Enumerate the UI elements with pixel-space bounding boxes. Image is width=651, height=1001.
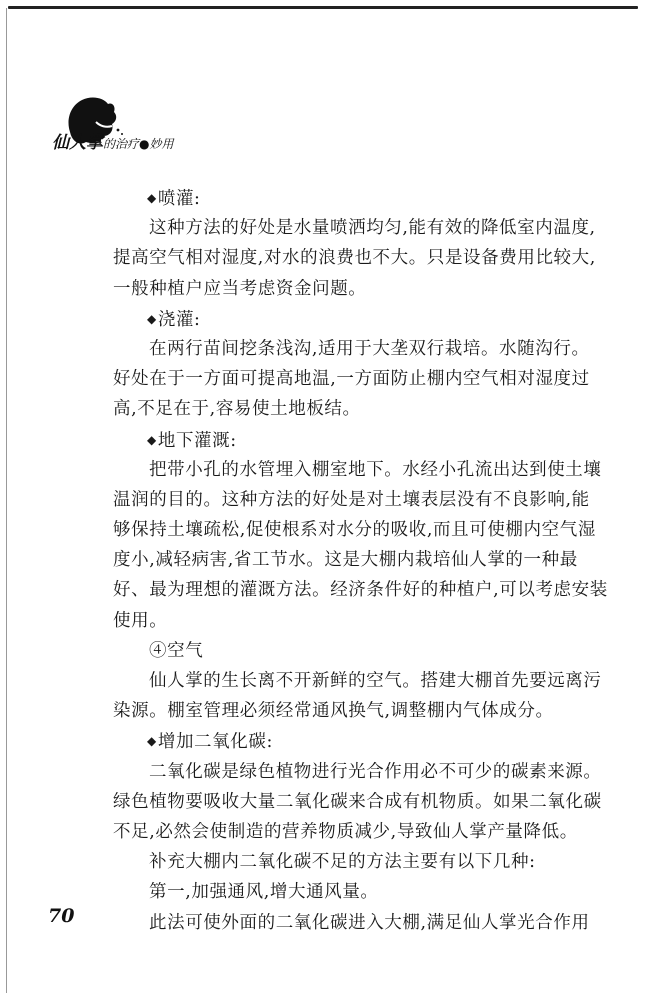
header-separator: ●	[139, 137, 150, 151]
section-heading	[113, 726, 601, 756]
text-line	[113, 606, 601, 636]
line-text: 够保持土壤疏松,促使根系对水分的吸收,而且可使棚内空气湿	[113, 520, 596, 541]
diamond-bullet-icon: ◆	[147, 432, 157, 447]
header-title-sub: 的治疗	[103, 137, 140, 151]
line-text: 绿色植物要吸收大量二氧化碳来合成有机物质。如果二氧化碳	[113, 791, 602, 812]
line-text: 在两行苗间挖条浅沟,适用于大垄双行栽培。水随沟行。	[149, 338, 590, 359]
diamond-bullet-icon: ◆	[147, 311, 157, 326]
top-rule	[8, 6, 638, 9]
text-line	[113, 877, 601, 907]
line-text: 浇灌:	[157, 309, 201, 330]
text-line	[113, 394, 601, 424]
line-text: 提高空气相对湿度,对水的浪费也不大。只是设备费用比较大,	[113, 248, 596, 269]
text-line	[113, 515, 601, 545]
text-line	[113, 696, 601, 726]
text-line	[113, 757, 601, 787]
text-line	[113, 485, 601, 515]
diamond-bullet-icon: ◆	[147, 191, 157, 205]
section-heading	[113, 304, 601, 334]
page-number: 70	[48, 905, 75, 927]
text-line	[113, 666, 601, 696]
line-text: 度小,减轻病害,省工节水。这是大棚内栽培仙人掌的一种最	[113, 550, 578, 571]
line-text: 仙人掌的生长离不开新鲜的空气。搭建大棚首先要远离污	[149, 671, 602, 691]
text-line	[113, 636, 601, 666]
line-text: 把带小孔的水管埋入棚室地下。水经小孔流出达到使土壤	[149, 459, 602, 480]
section-heading	[113, 183, 601, 213]
text-line	[113, 334, 601, 364]
header-title-tail: 妙用	[149, 137, 174, 151]
line-text: 一般种植户应当考虑资金问题。	[113, 278, 367, 299]
line-text: 不足,必然会使制造的营养物质减少,导致仙人掌产量降低。	[113, 821, 578, 842]
line-text: 地下灌溉:	[157, 430, 237, 451]
body-text	[113, 183, 608, 938]
line-text: 使用。	[113, 610, 168, 631]
line-text: 此法可使外面的二氧化碳进入大棚,满足仙人掌光合作用	[149, 912, 590, 933]
running-header	[50, 88, 220, 168]
line-text: 好、最为理想的灌溉方法。经济条件好的种植户,可以考虑安装	[113, 580, 608, 601]
text-line	[113, 847, 601, 877]
page-edge	[6, 8, 7, 993]
line-text: 喷灌:	[157, 189, 201, 209]
line-text: 二氧化碳是绿色植物进行光合作用必不可少的碳素来源。	[149, 761, 602, 782]
text-line	[113, 274, 601, 304]
text-line	[113, 455, 601, 485]
line-text: 补充大棚内二氧化碳不足的方法主要有以下几种:	[149, 852, 536, 873]
line-text: 这种方法的好处是水量喷洒均匀,能有效的降低室内温度,	[149, 218, 596, 239]
line-text: 温润的目的。这种方法的好处是对土壤表层没有不良影响,能	[113, 489, 590, 510]
line-text: 增加二氧化碳:	[157, 732, 273, 753]
line-text: 好处在于一方面可提高地温,一方面防止棚内空气相对湿度过	[113, 369, 590, 390]
line-text: 高,不足在于,容易使土地板结。	[113, 399, 361, 420]
text-line	[113, 817, 601, 847]
text-line	[113, 545, 601, 575]
line-text: 第一,加强通风,增大通风量。	[149, 882, 379, 903]
text-line	[113, 908, 601, 938]
text-line	[113, 213, 601, 243]
line-text: 染源。棚室管理必须经常通风换气,调整棚内气体成分。	[113, 701, 554, 722]
section-heading	[113, 425, 601, 455]
text-line	[113, 364, 601, 394]
line-text: ④空气	[149, 640, 204, 661]
header-title-main: 仙人掌	[52, 133, 103, 153]
text-line	[113, 787, 601, 817]
header-title	[52, 128, 174, 153]
text-line	[113, 243, 601, 273]
diamond-bullet-icon: ◆	[147, 734, 157, 749]
text-line	[113, 575, 608, 605]
